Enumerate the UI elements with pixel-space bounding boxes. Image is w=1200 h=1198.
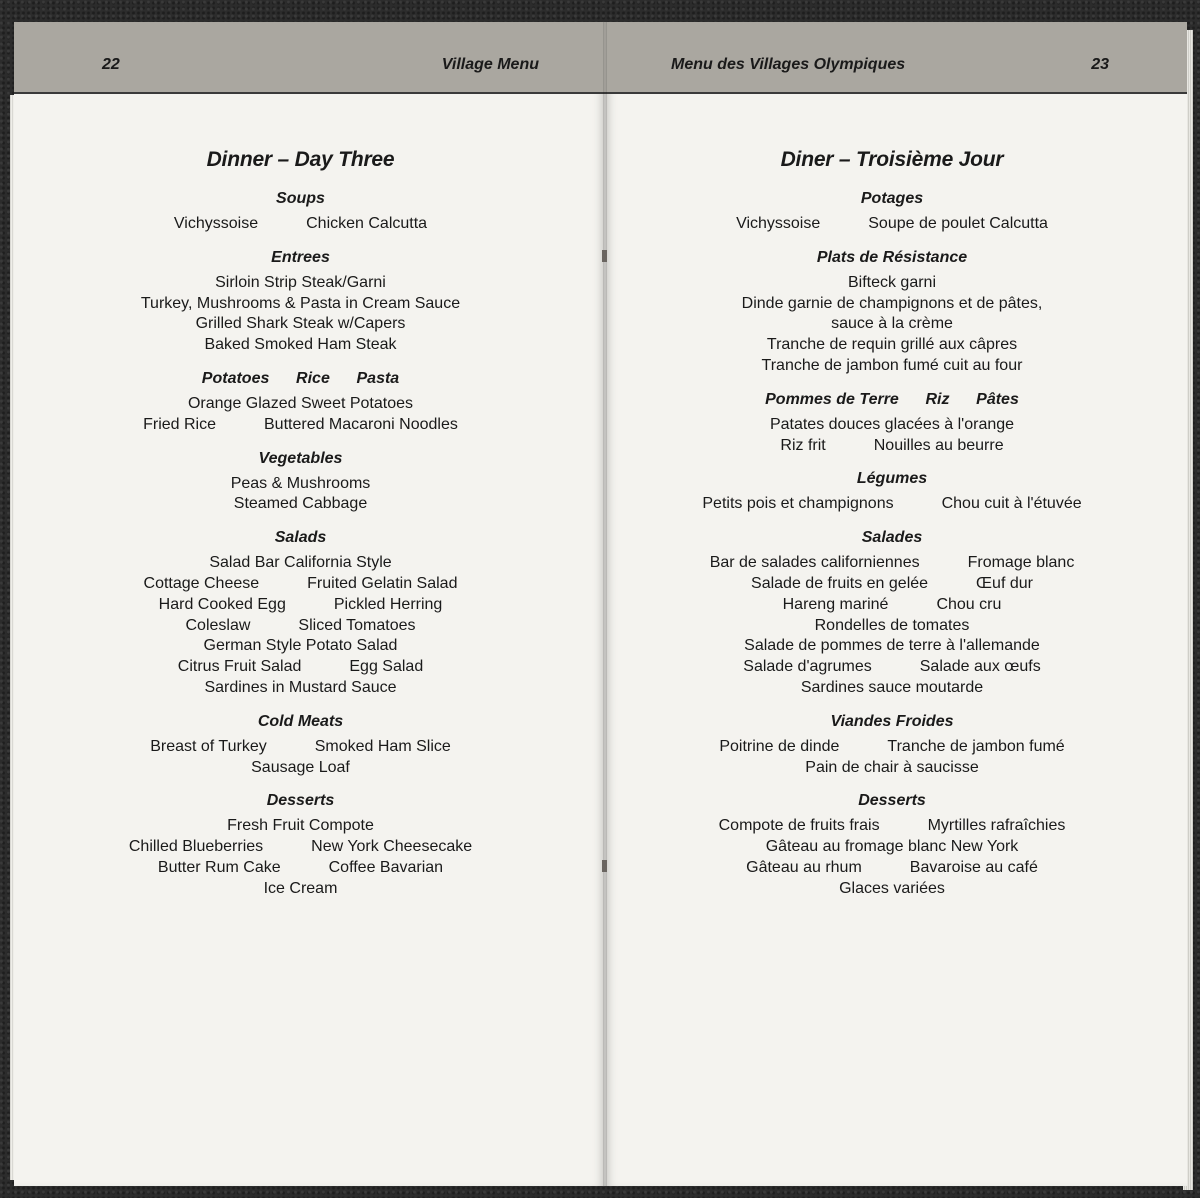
- menu-line: [14, 415, 605, 436]
- menu-line: [605, 678, 1179, 699]
- menu-item: Steamed Cabbage: [233, 495, 368, 513]
- left-menu-title: Dinner – Day Three: [206, 148, 395, 171]
- menu-item: Smoked Ham Slice: [314, 737, 451, 755]
- menu-item: Chicken Calcutta: [306, 215, 428, 232]
- menu-line: [605, 616, 1179, 637]
- menu-item: Sardines in Mustard Sauce: [204, 678, 397, 696]
- section-heading: Salads: [274, 529, 327, 547]
- menu-item: Breast of Turkey: [150, 737, 267, 755]
- menu-item: Cottage Cheese: [143, 574, 260, 592]
- section-heading: Potages: [860, 190, 924, 207]
- menu-item: Dinde garnie de champignons et de pâtes,: [741, 294, 1043, 312]
- menu-line: [605, 636, 1179, 657]
- right-menu-column: [605, 148, 1179, 900]
- right-running-header: Menu des Villages Olympiques: [671, 56, 906, 73]
- menu-line: [14, 494, 605, 515]
- menu-line: [605, 356, 1179, 377]
- menu-line: [14, 737, 605, 758]
- menu-item: Citrus Fruit Salad: [177, 658, 302, 676]
- section-heading: Entrees: [271, 248, 330, 266]
- menu-item: Fresh Fruit Compote: [227, 817, 374, 835]
- left-running-header: Village Menu: [441, 56, 539, 73]
- menu-line: [14, 335, 605, 356]
- menu-item: Compote de fruits frais: [718, 817, 880, 835]
- section-heading: Soups: [276, 190, 325, 207]
- section-heading: Plats de Résistance: [816, 248, 968, 266]
- menu-line: [605, 758, 1179, 779]
- menu-line: [605, 294, 1179, 315]
- menu-item: Hard Cooked Egg: [158, 595, 286, 613]
- section-heading: Desserts: [266, 792, 335, 810]
- section-heading: Vegetables: [258, 449, 343, 467]
- menu-line: [14, 816, 605, 837]
- menu-line: [14, 214, 605, 235]
- menu-item: Gâteau au fromage blanc New York: [765, 838, 1019, 856]
- menu-item: Poitrine de dinde: [719, 737, 840, 755]
- menu-item: Sliced Tomatoes: [298, 616, 416, 634]
- menu-item: Rondelles de tomates: [814, 616, 970, 634]
- menu-line: [14, 595, 605, 616]
- staple-top: [602, 250, 607, 262]
- right-header-band: [605, 22, 1187, 94]
- menu-item: Egg Salad: [349, 658, 424, 676]
- menu-item: Glaces variées: [839, 879, 945, 897]
- menu-item: Chilled Blueberries: [128, 838, 264, 856]
- staple-bottom: [602, 860, 607, 872]
- menu-line: [14, 616, 605, 637]
- menu-line: [605, 858, 1179, 879]
- menu-item: New York Cheesecake: [311, 838, 473, 856]
- menu-line: [605, 837, 1179, 858]
- menu-line: [14, 294, 605, 315]
- menu-line: [605, 879, 1179, 900]
- menu-item: sauce à la crème: [831, 315, 953, 333]
- menu-line: [14, 574, 605, 595]
- section-heading: Salades: [861, 529, 923, 547]
- menu-line: [605, 595, 1179, 616]
- menu-item: Chou cru: [936, 595, 1002, 613]
- menu-item: Chou cuit à l'étuvée: [941, 495, 1082, 513]
- menu-item: Turkey, Mushrooms & Pasta in Cream Sauce: [140, 294, 461, 312]
- left-page: [14, 22, 605, 1186]
- menu-item: Butter Rum Cake: [157, 858, 281, 876]
- menu-line: [14, 879, 605, 900]
- left-menu-column: [14, 148, 605, 900]
- menu-line: [14, 553, 605, 574]
- menu-item: Salade d'agrumes: [743, 658, 872, 676]
- book-spine: [603, 22, 607, 1186]
- menu-line: [14, 273, 605, 294]
- left-header-band: [14, 22, 605, 94]
- menu-item: Ice Cream: [263, 879, 338, 897]
- menu-item: German Style Potato Salad: [203, 637, 398, 655]
- menu-line: [14, 858, 605, 879]
- menu-item: Salade de fruits en gelée: [751, 574, 929, 592]
- menu-line: [605, 314, 1179, 335]
- right-page-number: 23: [1091, 56, 1109, 73]
- menu-item: Gâteau au rhum: [746, 858, 862, 876]
- menu-item: Sausage Loaf: [251, 758, 350, 776]
- menu-item: Patates douces glacées à l'orange: [769, 415, 1015, 433]
- menu-line: [14, 474, 605, 495]
- menu-line: [605, 657, 1179, 678]
- menu-line: [605, 273, 1179, 294]
- section-heading: Desserts: [858, 792, 926, 810]
- menu-line: [605, 574, 1179, 595]
- menu-item: Nouilles au beurre: [873, 436, 1004, 454]
- menu-item: Salade de pommes de terre à l'allemande: [744, 637, 1040, 655]
- menu-item: Grilled Shark Steak w/Capers: [195, 315, 406, 333]
- menu-item: Salade aux œufs: [919, 658, 1041, 676]
- menu-line: [605, 214, 1179, 235]
- menu-item: Sardines sauce moutarde: [800, 678, 984, 696]
- menu-item: Soupe de poulet Calcutta: [868, 215, 1048, 232]
- menu-item: Myrtilles rafraîchies: [927, 817, 1066, 835]
- menu-item: Fruited Gelatin Salad: [307, 574, 458, 592]
- menu-item: Fried Rice: [143, 415, 216, 433]
- section-heading: Viandes Froides: [830, 712, 954, 730]
- menu-item: Bavaroise au café: [909, 858, 1038, 876]
- menu-item: Riz frit: [780, 436, 826, 454]
- menu-item: Tranche de jambon fumé cuit au four: [761, 356, 1023, 374]
- menu-line: [14, 314, 605, 335]
- menu-item: Pain de chair à saucisse: [805, 758, 979, 776]
- menu-line: [14, 837, 605, 858]
- section-heading: Potatoes Rice Pasta: [201, 369, 400, 387]
- menu-line: [605, 816, 1179, 837]
- menu-item: Vichyssoise: [736, 215, 821, 232]
- menu-item: Tranche de jambon fumé: [887, 737, 1065, 755]
- menu-item: Fromage blanc: [967, 554, 1075, 572]
- menu-line: [605, 335, 1179, 356]
- section-heading: Pommes de Terre Riz Pâtes: [765, 390, 1019, 408]
- menu-line: [605, 415, 1179, 436]
- menu-item: Coffee Bavarian: [328, 858, 444, 876]
- menu-item: Sirloin Strip Steak/Garni: [215, 273, 386, 291]
- menu-item: Buttered Macaroni Noodles: [264, 415, 458, 433]
- menu-item: Pickled Herring: [333, 595, 443, 613]
- menu-line: [14, 758, 605, 779]
- menu-item: Bar de salades californiennes: [709, 554, 920, 572]
- menu-line: [14, 636, 605, 657]
- right-menu-title: Diner – Troisième Jour: [780, 148, 1004, 171]
- menu-item: Tranche de requin grillé aux câpres: [766, 336, 1018, 354]
- right-page: [605, 22, 1187, 1186]
- menu-item: Vichyssoise: [173, 215, 259, 232]
- menu-item: Peas & Mushrooms: [230, 474, 371, 492]
- menu-item: Bifteck garni: [847, 273, 937, 291]
- menu-item: Hareng mariné: [782, 595, 889, 613]
- menu-line: [14, 394, 605, 415]
- menu-line: [605, 737, 1179, 758]
- menu-line: [605, 553, 1179, 574]
- menu-item: Coleslaw: [185, 616, 251, 634]
- menu-item: Salad Bar California Style: [209, 554, 392, 572]
- menu-item: Œuf dur: [976, 574, 1033, 592]
- section-heading: Cold Meats: [257, 712, 344, 730]
- menu-item: Baked Smoked Ham Steak: [204, 336, 397, 354]
- menu-line: [605, 436, 1179, 457]
- left-page-number: 22: [102, 56, 120, 73]
- menu-line: [14, 678, 605, 699]
- menu-item: Orange Glazed Sweet Potatoes: [187, 394, 414, 412]
- menu-line: [14, 657, 605, 678]
- section-heading: Légumes: [856, 470, 928, 488]
- menu-line: [605, 494, 1179, 515]
- menu-item: Petits pois et champignons: [702, 495, 894, 513]
